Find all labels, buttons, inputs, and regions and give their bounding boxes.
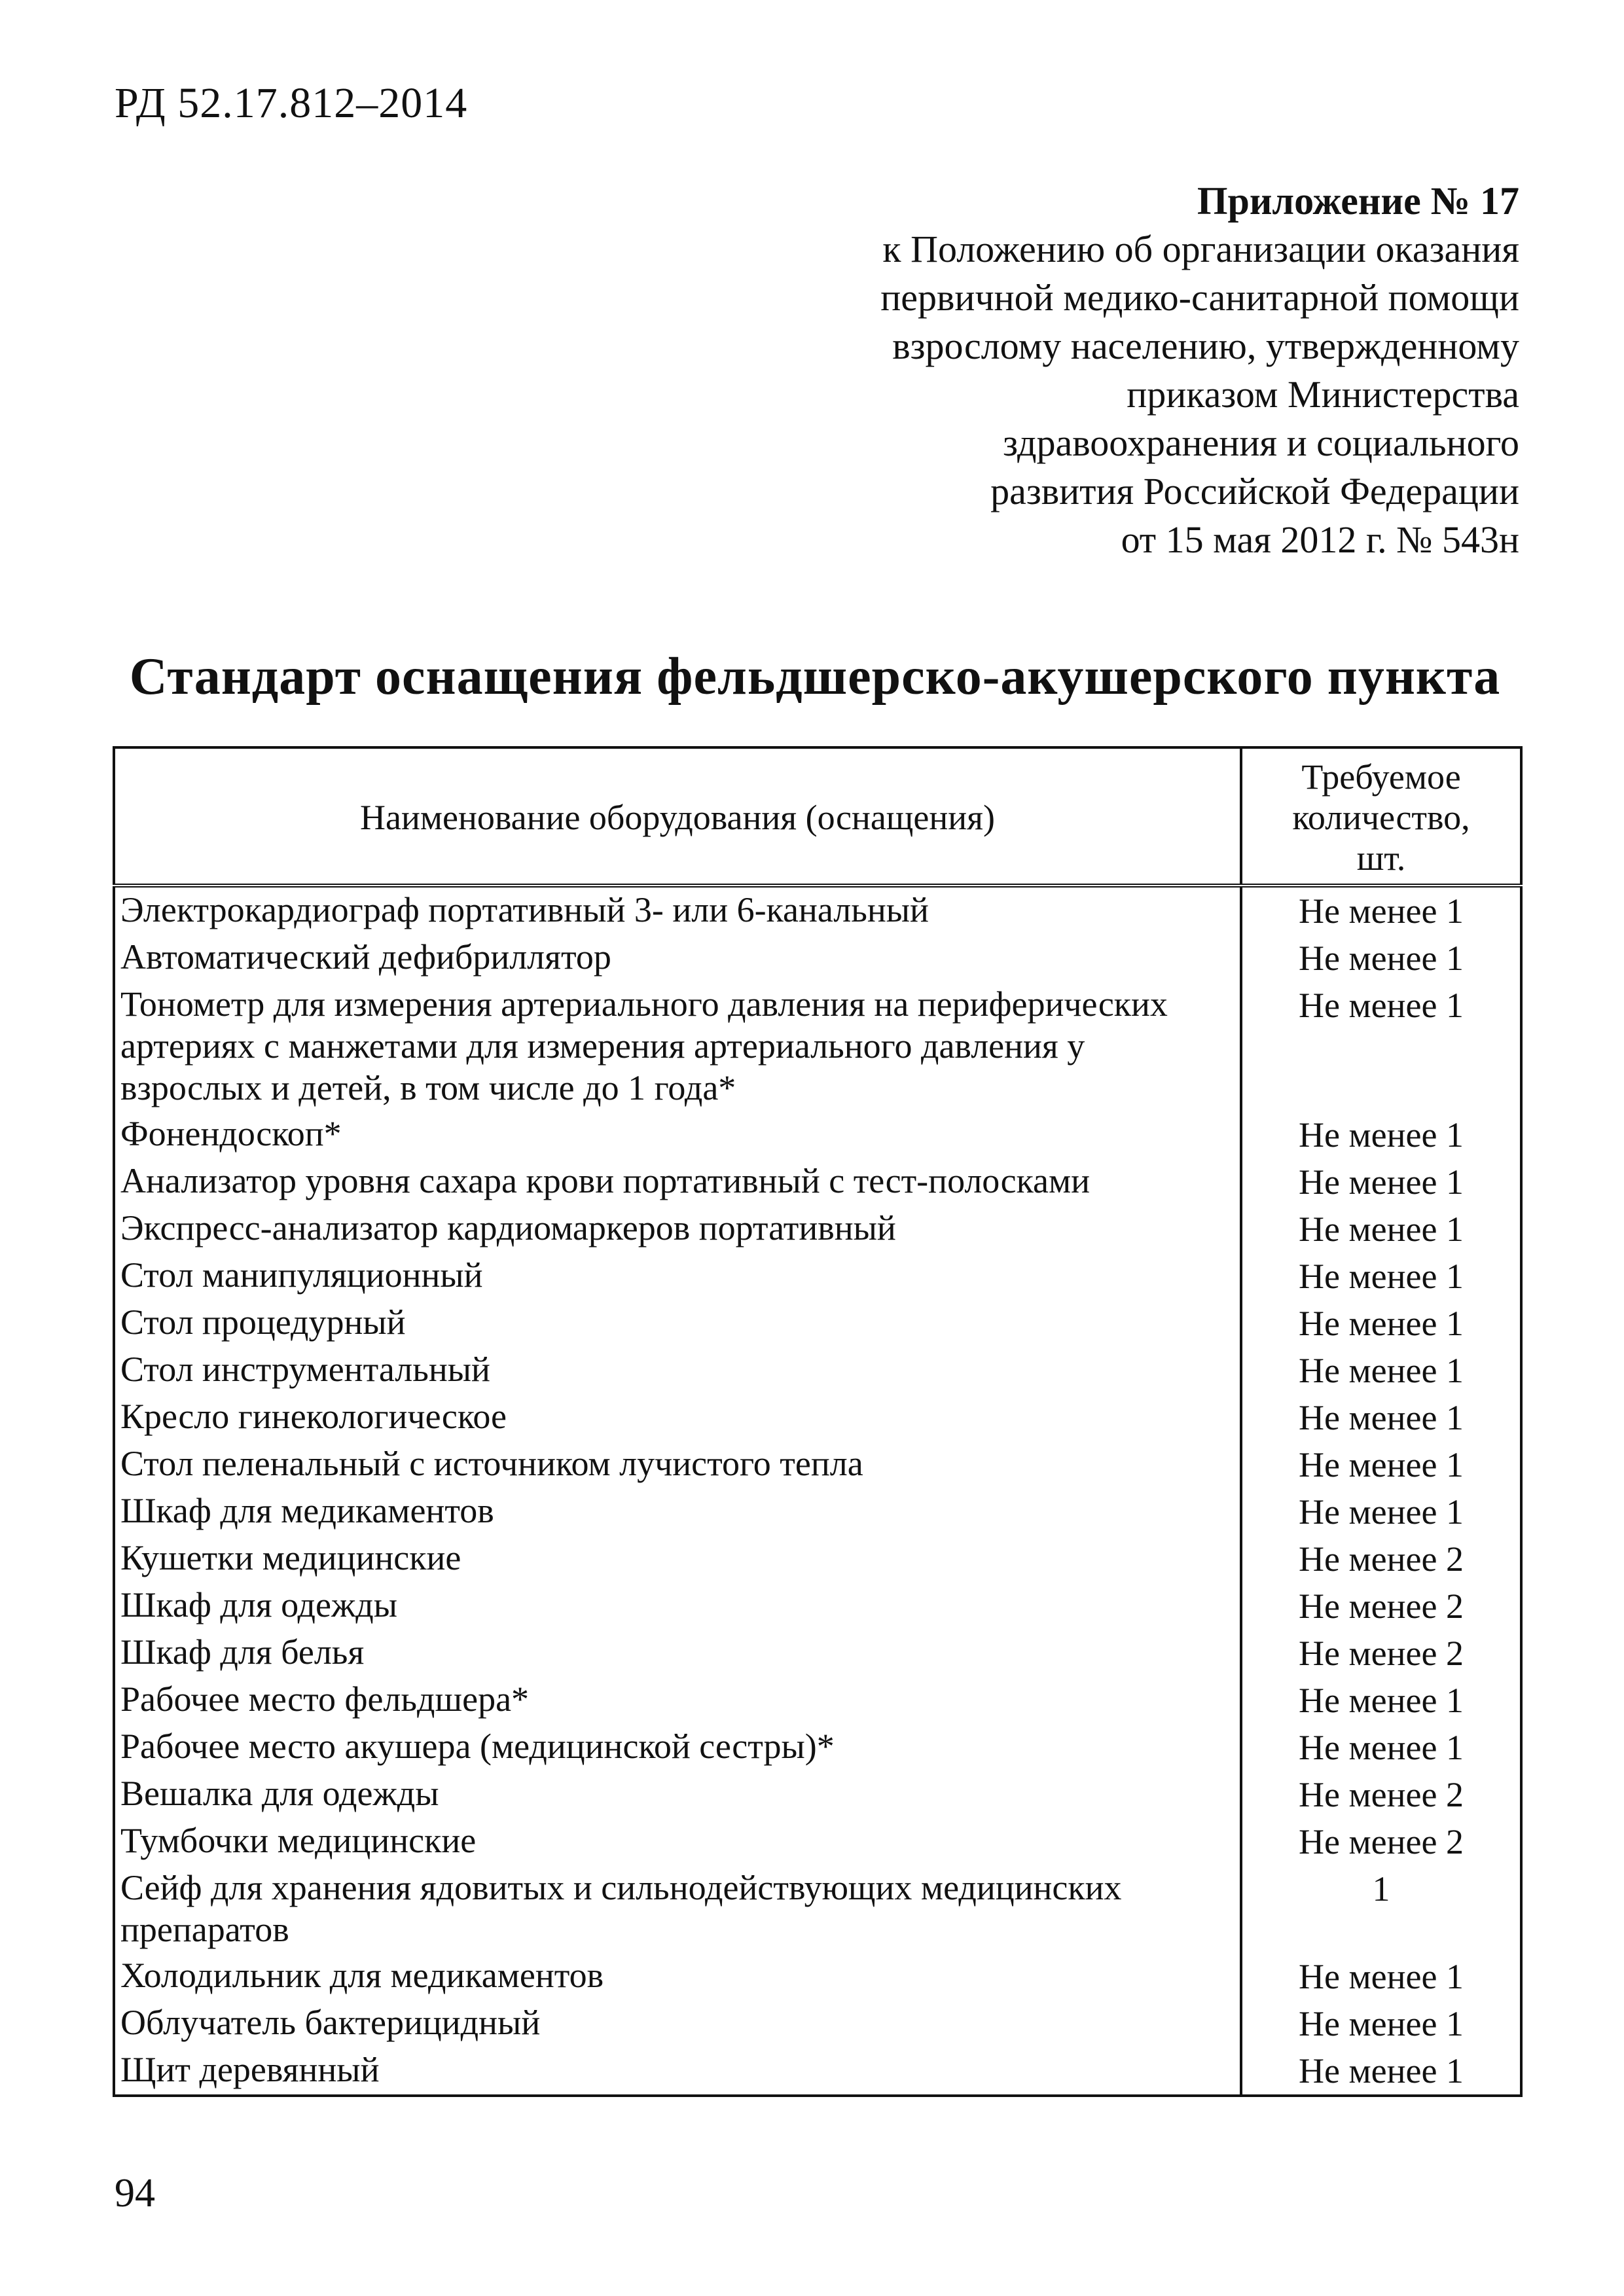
equipment-name-cell: Стол пеленальный с источником лучистого тепла: [114, 1441, 1241, 1488]
quantity-cell: Не менее 2: [1241, 1771, 1521, 1818]
equipment-name-cell: Фонендоскоп*: [114, 1111, 1241, 1158]
equipment-name-cell: Шкаф для одежды: [114, 1583, 1241, 1630]
table-row: [114, 1300, 1521, 1347]
equipment-name-cell: Шкаф для медикаментов: [114, 1488, 1241, 1535]
equipment-name-cell: Вешалка для одежды: [114, 1771, 1241, 1818]
appendix-line: развития Российской Федерации: [990, 470, 1519, 512]
quantity-cell: Не менее 2: [1241, 1630, 1521, 1677]
header-quantity-line: Требуемое: [1301, 757, 1461, 797]
equipment-name-cell: Тонометр для измерения артериального давления на периферических артериях с манжетами для измерения артериального давления у взрослых и детей, в том числе до 1 года*: [114, 982, 1241, 1111]
equipment-name-cell: Шкаф для белья: [114, 1630, 1241, 1677]
table-row: [114, 1394, 1521, 1441]
appendix-line: взрослому населению, утвержденному: [892, 325, 1519, 367]
equipment-name-cell: Сейф для хранения ядовитых и сильнодействующих медицинских препаратов: [114, 1865, 1241, 1953]
table-row: [114, 1630, 1521, 1677]
quantity-cell: Не менее 1: [1241, 1677, 1521, 1724]
appendix-line: к Положению об организации оказания: [882, 228, 1519, 270]
equipment-name-cell: Кресло гинекологическое: [114, 1394, 1241, 1441]
equipment-name-cell: Стол процедурный: [114, 1300, 1241, 1347]
table-row: [114, 1953, 1521, 2000]
header-quantity-line: количество,: [1292, 798, 1470, 837]
quantity-cell: Не менее 1: [1241, 982, 1521, 1111]
table-row: [114, 1253, 1521, 1300]
quantity-cell: Не менее 1: [1241, 1300, 1521, 1347]
quantity-cell: Не менее 1: [1241, 1488, 1521, 1535]
equipment-table: [113, 746, 1523, 2097]
table-row: [114, 1111, 1521, 1158]
equipment-name-cell: Стол инструментальный: [114, 1347, 1241, 1394]
table-row: [114, 1724, 1521, 1771]
quantity-cell: Не менее 1: [1241, 1347, 1521, 1394]
header-quantity: [1241, 747, 1521, 886]
table-row: [114, 1677, 1521, 1724]
table-row: [114, 1158, 1521, 1206]
table-row: [114, 1347, 1521, 1394]
table-row: [114, 2047, 1521, 2096]
equipment-name-cell: Тумбочки медицинские: [114, 1818, 1241, 1865]
table-row: [114, 886, 1521, 935]
quantity-cell: Не менее 1: [1241, 1441, 1521, 1488]
quantity-cell: 1: [1241, 1865, 1521, 1953]
equipment-name-cell: Анализатор уровня сахара крови портативный с тест-полосками: [114, 1158, 1241, 1206]
table-row: [114, 1818, 1521, 1865]
table-row: [114, 1488, 1521, 1535]
page-number: 94: [115, 2171, 155, 2215]
equipment-name-cell: Электрокардиограф портативный 3- или 6-канальный: [114, 886, 1241, 935]
equipment-name-cell: Рабочее место фельдшера*: [114, 1677, 1241, 1724]
table-header-row: [114, 747, 1521, 886]
quantity-cell: Не менее 1: [1241, 935, 1521, 982]
header-equipment-name: Наименование оборудования (оснащения): [114, 747, 1241, 886]
appendix-line: первичной медико-санитарной помощи: [880, 276, 1519, 319]
appendix-line: от 15 мая 2012 г. № 543н: [1121, 518, 1519, 561]
quantity-cell: Не менее 1: [1241, 1253, 1521, 1300]
table-body: [114, 886, 1521, 2096]
table-row: [114, 1535, 1521, 1583]
equipment-name-cell: Кушетки медицинские: [114, 1535, 1241, 1583]
quantity-cell: Не менее 1: [1241, 1953, 1521, 2000]
equipment-table-wrap: [113, 746, 1520, 2097]
quantity-cell: Не менее 1: [1241, 1394, 1521, 1441]
quantity-cell: Не менее 1: [1241, 1111, 1521, 1158]
table-row: [114, 1441, 1521, 1488]
appendix-line: приказом Министерства: [1127, 373, 1519, 416]
equipment-name-cell: Автоматический дефибриллятор: [114, 935, 1241, 982]
appendix-title: Приложение № 17: [1197, 179, 1519, 223]
table-row: [114, 1865, 1521, 1953]
page-title: Стандарт оснащения фельдшерско-акушерского пункта: [129, 648, 1501, 706]
equipment-name-cell: Облучатель бактерицидный: [114, 2000, 1241, 2047]
quantity-cell: Не менее 2: [1241, 1818, 1521, 1865]
equipment-name-cell: Экспресс-анализатор кардиомаркеров портативный: [114, 1206, 1241, 1253]
quantity-cell: Не менее 2: [1241, 1583, 1521, 1630]
appendix-line: здравоохранения и социального: [1003, 422, 1519, 464]
equipment-name-cell: Щит деревянный: [114, 2047, 1241, 2096]
appendix-block: [668, 177, 1519, 564]
quantity-cell: Не менее 1: [1241, 1206, 1521, 1253]
table-row: [114, 2000, 1521, 2047]
table-row: [114, 1583, 1521, 1630]
quantity-cell: Не менее 1: [1241, 2047, 1521, 2096]
header-quantity-line: шт.: [1356, 838, 1406, 878]
equipment-name-cell: Холодильник для медикаментов: [114, 1953, 1241, 2000]
quantity-cell: Не менее 1: [1241, 1724, 1521, 1771]
quantity-cell: Не менее 1: [1241, 2000, 1521, 2047]
document-code: РД 52.17.812–2014: [115, 79, 468, 127]
table-row: [114, 935, 1521, 982]
table-row: [114, 982, 1521, 1111]
quantity-cell: Не менее 1: [1241, 1158, 1521, 1206]
quantity-cell: Не менее 1: [1241, 886, 1521, 935]
table-row: [114, 1771, 1521, 1818]
quantity-cell: Не менее 2: [1241, 1535, 1521, 1583]
equipment-name-cell: Рабочее место акушера (медицинской сестры)*: [114, 1724, 1241, 1771]
equipment-name-cell: Стол манипуляционный: [114, 1253, 1241, 1300]
table-row: [114, 1206, 1521, 1253]
